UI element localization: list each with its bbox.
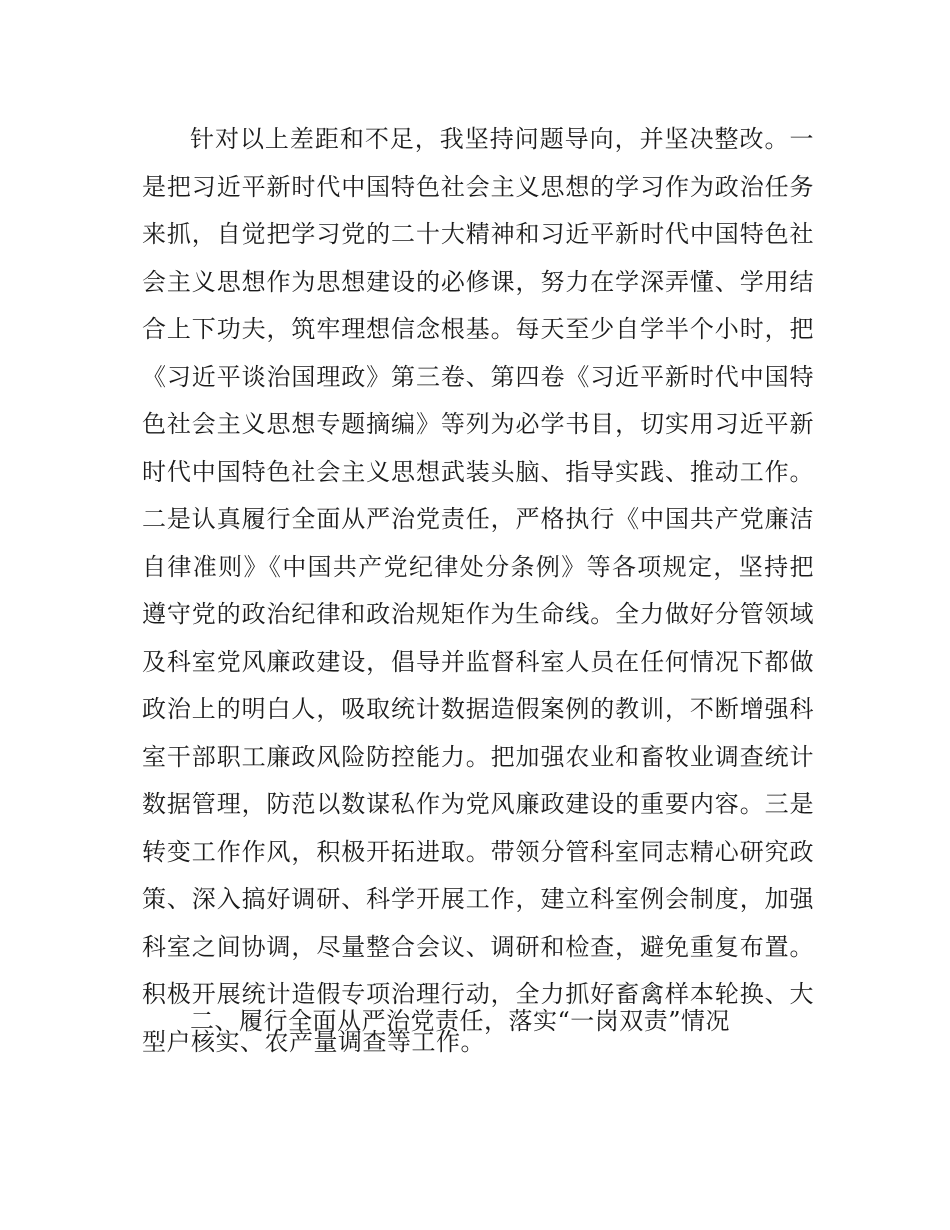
body-paragraph: 针对以上差距和不足，我坚持问题导向，并坚决整改。一是把习近平新时代中国特色社会主义思想的学习作为政治任务来抓，自觉把学习党的二十大精神和习近平新时代中国特色社会主义思想作为思想建设的必修课，努力在学深弄懂、学用结合上下功夫，筑牢理想信念根基。每天至少自学半个小时，把《习近平谈治国理政》第三卷、第四卷《习近平新时代中国特色社会主义思想专题摘编》等列为必学书目，切实用习近平新时代中国特色社会主义思想武装头脑、指导实践、推动工作。二是认真履行全面从严治党责任，严格执行《中国共产党廉洁自律准则》《中国共产党纪律处分条例》等各项规定，坚持把遵守党的政治纪律和政治规矩作为生命线。全力做好分管领域及科室党风廉政建设，倡导并监督科室人员在任何情况下都做政治上的明白人，吸取统计数据造假案例的教训，不断增强科室干部职工廉政风险防控能力。把加强农业和畜牧业调查统计数据管理，防范以数谋私作为党风廉政建设的重要内容。三是转变工作作风，积极开拓进取。带领分管科室同志精心研究政策、深入搞好调研、科学开展工作，建立科室例会制度，加强科室之间协调，尽量整合会议、调研和检查，避免重复布置。积极开展统计造假专项治理行动，全力抓好畜禽样本轮换、大型户核实、农产量调查等工作。 xyxy=(142,125,814,1056)
section-heading: 二、履行全面从严治党责任，落实“一岗双责”情况 xyxy=(190,1007,731,1035)
